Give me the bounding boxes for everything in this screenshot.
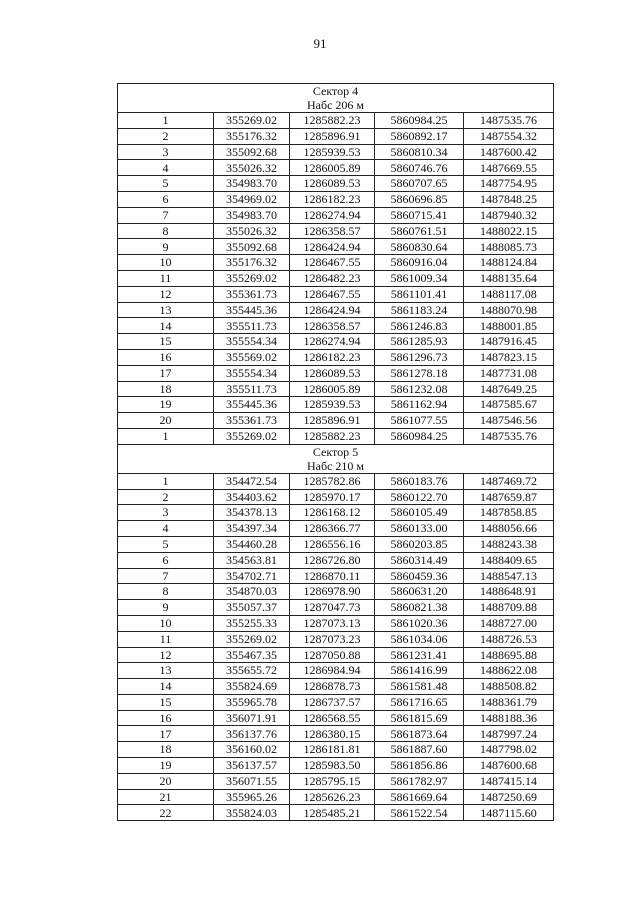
point-number: 1: [118, 428, 214, 444]
coord-y2: 1488361.79: [464, 694, 554, 710]
coord-y2: 1487669.55: [464, 160, 554, 176]
coord-y2: 1487546.56: [464, 413, 554, 429]
coord-y1: 1286274.94: [290, 207, 375, 223]
page-number: 91: [313, 36, 327, 51]
coord-x2: 5861669.64: [375, 789, 464, 805]
sector-header: [118, 444, 554, 473]
table-row: [118, 663, 554, 679]
coord-y1: 1286726.80: [290, 552, 375, 568]
sector-header-row: [118, 444, 554, 473]
point-number: 15: [118, 694, 214, 710]
coord-x1: 355445.36: [214, 397, 290, 413]
coord-y2: 1487798.02: [464, 742, 554, 758]
coord-x2: 5861285.93: [375, 334, 464, 350]
coord-x1: 354472.54: [214, 473, 290, 489]
coord-y1: 1286358.57: [290, 318, 375, 334]
table-row: [118, 584, 554, 600]
point-number: 7: [118, 568, 214, 584]
coord-y1: 1285939.53: [290, 397, 375, 413]
point-number: 3: [118, 144, 214, 160]
coord-y2: 1488001.85: [464, 318, 554, 334]
coord-y2: 1488056.66: [464, 521, 554, 537]
coord-x1: 355026.32: [214, 223, 290, 239]
coord-y2: 1488188.36: [464, 710, 554, 726]
coord-y1: 1286168.12: [290, 505, 375, 521]
coord-y2: 1487250.69: [464, 789, 554, 805]
coord-y2: 1487600.68: [464, 758, 554, 774]
table-row: [118, 742, 554, 758]
coord-x1: 355965.26: [214, 789, 290, 805]
table-row: [118, 631, 554, 647]
coord-y1: 1285939.53: [290, 144, 375, 160]
coord-x1: 355361.73: [214, 413, 290, 429]
coord-y1: 1286358.57: [290, 223, 375, 239]
coord-y1: 1286005.89: [290, 160, 375, 176]
coord-x2: 5861887.60: [375, 742, 464, 758]
coord-x2: 5860761.51: [375, 223, 464, 239]
coord-y1: 1285983.50: [290, 758, 375, 774]
coord-y2: 1488709.88: [464, 600, 554, 616]
coord-y1: 1286984.94: [290, 663, 375, 679]
coord-y2: 1488070.98: [464, 302, 554, 318]
table-row: [118, 805, 554, 821]
coord-y1: 1287073.23: [290, 631, 375, 647]
coord-y2: 1487554.32: [464, 128, 554, 144]
coord-y2: 1488124.84: [464, 255, 554, 271]
coord-y2: 1487649.25: [464, 381, 554, 397]
coord-y1: 1286380.15: [290, 726, 375, 742]
coord-y1: 1287050.88: [290, 647, 375, 663]
coord-x1: 355269.02: [214, 631, 290, 647]
coord-x2: 5860122.70: [375, 489, 464, 505]
coord-x2: 5861246.83: [375, 318, 464, 334]
table-row: [118, 334, 554, 350]
point-number: 1: [118, 113, 214, 129]
sector-height: Набс 210 м: [307, 458, 365, 473]
coord-y2: 1487659.87: [464, 489, 554, 505]
coord-x1: 355176.32: [214, 128, 290, 144]
table-row: [118, 552, 554, 568]
point-number: 6: [118, 552, 214, 568]
coord-y1: 1285782.86: [290, 473, 375, 489]
coord-x2: 5860696.85: [375, 191, 464, 207]
coord-x1: 355176.32: [214, 255, 290, 271]
point-number: 13: [118, 302, 214, 318]
coord-y1: 1285626.23: [290, 789, 375, 805]
point-number: 19: [118, 397, 214, 413]
coord-x1: 356160.02: [214, 742, 290, 758]
coord-y1: 1285896.91: [290, 413, 375, 429]
coord-x1: 355965.78: [214, 694, 290, 710]
table-row: [118, 160, 554, 176]
table-row: [118, 128, 554, 144]
coord-y2: 1488727.00: [464, 615, 554, 631]
coord-x1: 356137.57: [214, 758, 290, 774]
coord-x1: 355361.73: [214, 286, 290, 302]
point-number: 19: [118, 758, 214, 774]
point-number: 17: [118, 726, 214, 742]
table-row: [118, 773, 554, 789]
coord-x1: 355511.73: [214, 318, 290, 334]
coord-x2: 5860133.00: [375, 521, 464, 537]
coord-y1: 1285795.15: [290, 773, 375, 789]
coord-x1: 355255.33: [214, 615, 290, 631]
table-row: [118, 679, 554, 695]
coord-x2: 5861162.94: [375, 397, 464, 413]
point-number: 13: [118, 663, 214, 679]
coord-x2: 5860183.76: [375, 473, 464, 489]
table-row: [118, 144, 554, 160]
point-number: 2: [118, 489, 214, 505]
coord-x1: 355569.02: [214, 349, 290, 365]
coord-x1: 355269.02: [214, 270, 290, 286]
table-row: [118, 428, 554, 444]
coord-x2: 5860715.41: [375, 207, 464, 223]
coord-x1: 356071.55: [214, 773, 290, 789]
coord-y1: 1285882.23: [290, 113, 375, 129]
coord-y2: 1487823.15: [464, 349, 554, 365]
coord-x2: 5861782.97: [375, 773, 464, 789]
coord-y2: 1487848.25: [464, 191, 554, 207]
table-row: [118, 286, 554, 302]
coord-x2: 5861416.99: [375, 663, 464, 679]
coord-x1: 354397.34: [214, 521, 290, 537]
coord-x1: 355824.03: [214, 805, 290, 821]
coord-y2: 1488508.82: [464, 679, 554, 695]
coord-y1: 1286424.94: [290, 302, 375, 318]
point-number: 4: [118, 160, 214, 176]
coord-y2: 1488726.53: [464, 631, 554, 647]
table-row: [118, 473, 554, 489]
coord-x2: 5861020.36: [375, 615, 464, 631]
coordinates-table-body: [118, 84, 554, 821]
point-number: 18: [118, 381, 214, 397]
coord-x2: 5860810.34: [375, 144, 464, 160]
coord-y2: 1488648.91: [464, 584, 554, 600]
sector-header-row: [118, 84, 554, 113]
coord-y1: 1286089.53: [290, 176, 375, 192]
coord-y2: 1488547.13: [464, 568, 554, 584]
coord-y2: 1487997.24: [464, 726, 554, 742]
table-row: [118, 505, 554, 521]
table-row: [118, 489, 554, 505]
coord-x1: 355445.36: [214, 302, 290, 318]
coord-y1: 1286870.11: [290, 568, 375, 584]
coord-y2: 1488022.15: [464, 223, 554, 239]
coord-y2: 1488085.73: [464, 239, 554, 255]
point-number: 3: [118, 505, 214, 521]
coord-y2: 1487115.60: [464, 805, 554, 821]
coord-x2: 5861077.55: [375, 413, 464, 429]
coord-x1: 354403.62: [214, 489, 290, 505]
coord-x2: 5860105.49: [375, 505, 464, 521]
table-row: [118, 381, 554, 397]
table-row: [118, 223, 554, 239]
table-row: [118, 413, 554, 429]
coord-y2: 1487600.42: [464, 144, 554, 160]
coord-x1: 355026.32: [214, 160, 290, 176]
coord-y1: 1286737.57: [290, 694, 375, 710]
coordinates-table: [117, 83, 554, 821]
coord-x2: 5860892.17: [375, 128, 464, 144]
coord-y1: 1285896.91: [290, 128, 375, 144]
coord-x2: 5860916.04: [375, 255, 464, 271]
coord-y2: 1487916.45: [464, 334, 554, 350]
coord-y2: 1487535.76: [464, 428, 554, 444]
coord-y2: 1488695.88: [464, 647, 554, 663]
point-number: 5: [118, 176, 214, 192]
point-number: 8: [118, 584, 214, 600]
coord-x1: 355824.69: [214, 679, 290, 695]
table-row: [118, 318, 554, 334]
point-number: 21: [118, 789, 214, 805]
table-row: [118, 191, 554, 207]
table-row: [118, 302, 554, 318]
table-row: [118, 758, 554, 774]
coord-x1: 355057.37: [214, 600, 290, 616]
table-row: [118, 255, 554, 271]
coord-y2: 1487415.14: [464, 773, 554, 789]
coord-y2: 1487858.85: [464, 505, 554, 521]
coord-x2: 5860830.64: [375, 239, 464, 255]
table-row: [118, 600, 554, 616]
coord-y1: 1286182.23: [290, 349, 375, 365]
coord-y1: 1285970.17: [290, 489, 375, 505]
coord-y1: 1286556.16: [290, 536, 375, 552]
coord-x1: 354563.81: [214, 552, 290, 568]
point-number: 14: [118, 318, 214, 334]
coord-x2: 5860203.85: [375, 536, 464, 552]
coord-x1: 355092.68: [214, 144, 290, 160]
coord-x2: 5861522.54: [375, 805, 464, 821]
point-number: 2: [118, 128, 214, 144]
table-row: [118, 710, 554, 726]
coord-x1: 356137.76: [214, 726, 290, 742]
coord-x1: 355269.02: [214, 428, 290, 444]
point-number: 12: [118, 286, 214, 302]
table-row: [118, 568, 554, 584]
coord-x2: 5860314.49: [375, 552, 464, 568]
coord-x1: 354460.28: [214, 536, 290, 552]
coord-x2: 5861278.18: [375, 365, 464, 381]
coord-x2: 5861581.48: [375, 679, 464, 695]
point-number: 11: [118, 631, 214, 647]
point-number: 15: [118, 334, 214, 350]
table-row: [118, 349, 554, 365]
coord-y1: 1286366.77: [290, 521, 375, 537]
coord-x1: 355655.72: [214, 663, 290, 679]
table-row: [118, 647, 554, 663]
coord-x2: 5861296.73: [375, 349, 464, 365]
coord-y1: 1286181.81: [290, 742, 375, 758]
coord-x2: 5861183.24: [375, 302, 464, 318]
coord-y2: 1487535.76: [464, 113, 554, 129]
point-number: 7: [118, 207, 214, 223]
coord-y2: 1487754.95: [464, 176, 554, 192]
coord-x1: 355554.34: [214, 365, 290, 381]
coord-x1: 354983.70: [214, 176, 290, 192]
coord-x1: 355511.73: [214, 381, 290, 397]
coord-y1: 1286568.55: [290, 710, 375, 726]
point-number: 16: [118, 349, 214, 365]
coord-y2: 1488117.08: [464, 286, 554, 302]
coord-y1: 1286978.90: [290, 584, 375, 600]
coord-x2: 5861101.41: [375, 286, 464, 302]
coord-y1: 1286182.23: [290, 191, 375, 207]
coord-y2: 1488409.65: [464, 552, 554, 568]
coord-x1: 355467.35: [214, 647, 290, 663]
coord-x1: 354870.03: [214, 584, 290, 600]
coord-y2: 1487940.32: [464, 207, 554, 223]
coord-y2: 1488243.38: [464, 536, 554, 552]
sector-title: Сектор 4: [312, 84, 359, 98]
coord-y1: 1287073.13: [290, 615, 375, 631]
coord-x2: 5860821.38: [375, 600, 464, 616]
coord-x1: 354969.02: [214, 191, 290, 207]
coord-y1: 1285485.21: [290, 805, 375, 821]
coord-x2: 5861856.86: [375, 758, 464, 774]
coord-x1: 354378.13: [214, 505, 290, 521]
point-number: 10: [118, 255, 214, 271]
point-number: 20: [118, 773, 214, 789]
table-row: [118, 615, 554, 631]
table-row: [118, 521, 554, 537]
point-number: 14: [118, 679, 214, 695]
coord-y1: 1287047.73: [290, 600, 375, 616]
coord-x1: 355092.68: [214, 239, 290, 255]
coord-x2: 5861009.34: [375, 270, 464, 286]
coord-x2: 5860984.25: [375, 428, 464, 444]
point-number: 22: [118, 805, 214, 821]
coord-x2: 5861232.08: [375, 381, 464, 397]
table-row: [118, 365, 554, 381]
point-number: 9: [118, 239, 214, 255]
table-row: [118, 726, 554, 742]
point-number: 10: [118, 615, 214, 631]
coord-x1: 355269.02: [214, 113, 290, 129]
table-row: [118, 397, 554, 413]
coord-y1: 1286005.89: [290, 381, 375, 397]
point-number: 6: [118, 191, 214, 207]
point-number: 16: [118, 710, 214, 726]
table-row: [118, 270, 554, 286]
coord-y1: 1286482.23: [290, 270, 375, 286]
table-row: [118, 536, 554, 552]
coord-y2: 1488135.64: [464, 270, 554, 286]
table-row: [118, 694, 554, 710]
coord-x2: 5860746.76: [375, 160, 464, 176]
coord-x2: 5860459.36: [375, 568, 464, 584]
point-number: 1: [118, 473, 214, 489]
coord-x2: 5860707.65: [375, 176, 464, 192]
table-row: [118, 239, 554, 255]
coord-x2: 5861873.64: [375, 726, 464, 742]
coord-x2: 5861034.06: [375, 631, 464, 647]
coord-x2: 5860984.25: [375, 113, 464, 129]
coord-y1: 1285882.23: [290, 428, 375, 444]
coord-y2: 1488622.08: [464, 663, 554, 679]
coord-x2: 5861716.65: [375, 694, 464, 710]
coord-y2: 1487469.72: [464, 473, 554, 489]
sector-header: [118, 84, 554, 113]
table-row: [118, 113, 554, 129]
coord-x1: 356071.91: [214, 710, 290, 726]
coord-y1: 1286424.94: [290, 239, 375, 255]
table-row: [118, 176, 554, 192]
coord-x2: 5861815.69: [375, 710, 464, 726]
coord-x1: 354983.70: [214, 207, 290, 223]
sector-height: Набс 206 м: [307, 98, 365, 112]
table-row: [118, 789, 554, 805]
table-row: [118, 207, 554, 223]
coord-y2: 1487585.67: [464, 397, 554, 413]
point-number: 18: [118, 742, 214, 758]
coord-x1: 355554.34: [214, 334, 290, 350]
coord-y1: 1286467.55: [290, 255, 375, 271]
point-number: 8: [118, 223, 214, 239]
coord-x1: 354702.71: [214, 568, 290, 584]
point-number: 11: [118, 270, 214, 286]
coord-x2: 5860631.20: [375, 584, 464, 600]
point-number: 17: [118, 365, 214, 381]
coord-y1: 1286878.73: [290, 679, 375, 695]
coord-x2: 5861231.41: [375, 647, 464, 663]
coord-y2: 1487731.08: [464, 365, 554, 381]
point-number: 20: [118, 413, 214, 429]
coord-y1: 1286467.55: [290, 286, 375, 302]
point-number: 5: [118, 536, 214, 552]
point-number: 9: [118, 600, 214, 616]
sector-title: Сектор 5: [312, 444, 359, 459]
point-number: 12: [118, 647, 214, 663]
coord-y1: 1286089.53: [290, 365, 375, 381]
point-number: 4: [118, 521, 214, 537]
coord-y1: 1286274.94: [290, 334, 375, 350]
